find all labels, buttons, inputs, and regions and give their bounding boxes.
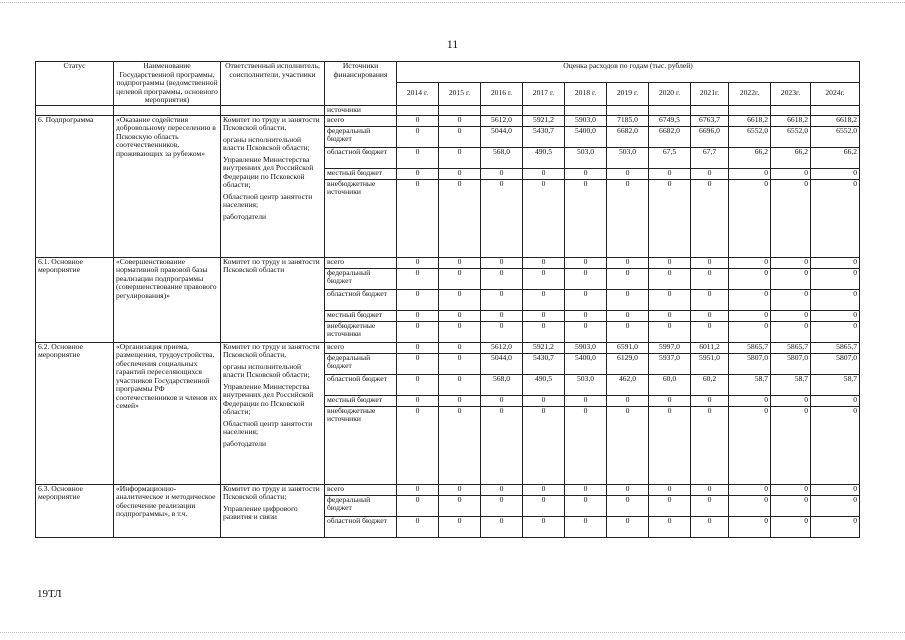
value-cell: 0 xyxy=(771,257,811,268)
value-cell: 503,0 xyxy=(565,374,607,395)
value-cell: 5400,0 xyxy=(565,353,607,374)
table-row xyxy=(36,115,860,126)
source-cell: областной бюджет xyxy=(325,289,397,310)
carry-over-row xyxy=(36,105,860,115)
executor-item: Управление Министерства внутренних дел Российской Федерации по Псковской области; xyxy=(223,381,314,416)
value-cell: 0 xyxy=(771,289,811,310)
value-cell: 5430,7 xyxy=(523,353,565,374)
value-cell: 0 xyxy=(729,268,771,289)
header-year: 2020 г. xyxy=(649,82,691,105)
value-cell: 0 xyxy=(729,516,771,537)
value-cell: 0 xyxy=(397,289,439,310)
value-cell: 462,0 xyxy=(607,374,649,395)
value-cell: 0 xyxy=(691,406,729,484)
value-cell: 0 xyxy=(565,484,607,495)
value-cell: 60,2 xyxy=(691,374,729,395)
value-cell: 0 xyxy=(691,289,729,310)
value-cell: 0 xyxy=(397,257,439,268)
value-cell: 0 xyxy=(729,168,771,179)
source-cell: внебюджетные источники xyxy=(325,406,397,484)
executor-item: работодатели xyxy=(223,211,267,221)
value-cell: 5612,0 xyxy=(481,115,523,126)
value-cell: 0 xyxy=(439,321,481,342)
executor-item: органы исполнительной власти Псковской области; xyxy=(223,134,310,152)
value-cell: 0 xyxy=(481,257,523,268)
value-cell: 5044,0 xyxy=(481,353,523,374)
empty-cell xyxy=(607,105,649,115)
header-year: 2019 г. xyxy=(607,82,649,105)
value-cell: 0 xyxy=(439,406,481,484)
program-name-cell: «Совершенствование нормативной правовой базы реализации подпрограммы (совершенствование правового регулирования)» xyxy=(114,257,221,342)
value-cell: 0 xyxy=(691,484,729,495)
table-row xyxy=(36,484,860,495)
source-cell: местный бюджет xyxy=(325,310,397,321)
value-cell: 58,7 xyxy=(811,374,860,395)
empty-cell xyxy=(36,105,114,115)
value-cell: 0 xyxy=(811,495,860,516)
value-cell: 0 xyxy=(481,516,523,537)
header-year: 2021г. xyxy=(691,82,729,105)
value-cell: 0 xyxy=(481,406,523,484)
value-cell: 67,7 xyxy=(691,147,729,168)
value-cell: 0 xyxy=(649,268,691,289)
empty-cell xyxy=(771,105,811,115)
program-name-cell: «Организация приема, размещения, трудоустройства, обеспечения социальных гарантий переселяющихся участников Государственной программы РФ соотечественников и членов их семей» xyxy=(114,342,221,484)
value-cell: 5903,0 xyxy=(565,342,607,353)
status-cell: 6.1. Основное мероприятие xyxy=(36,257,114,342)
scan-top-edge xyxy=(0,2,905,3)
value-cell: 0 xyxy=(811,257,860,268)
header-name: Наименование Государственной программы, подпрограммы (ведомственной целевой программы, основного мероприятия) xyxy=(114,62,221,106)
header-year: 2024г. xyxy=(811,82,860,105)
value-cell: 0 xyxy=(565,321,607,342)
empty-cell xyxy=(481,105,523,115)
value-cell: 0 xyxy=(439,495,481,516)
empty-cell xyxy=(811,105,860,115)
value-cell: 0 xyxy=(439,342,481,353)
value-cell: 6682,0 xyxy=(649,126,691,147)
value-cell: 0 xyxy=(481,289,523,310)
value-cell: 0 xyxy=(607,495,649,516)
value-cell: 6552,0 xyxy=(729,126,771,147)
value-cell: 0 xyxy=(397,516,439,537)
executor-item: Комитет по труду и занятости Псковской области, xyxy=(223,342,320,359)
value-cell: 6591,0 xyxy=(607,342,649,353)
empty-cell xyxy=(691,105,729,115)
header-year: 2018 г. xyxy=(565,82,607,105)
value-cell: 66,2 xyxy=(811,147,860,168)
value-cell: 0 xyxy=(523,268,565,289)
value-cell: 0 xyxy=(439,268,481,289)
table-row xyxy=(36,342,860,353)
source-cell: внебюджетные источники xyxy=(325,179,397,257)
value-cell: 0 xyxy=(397,484,439,495)
source-cell: областной бюджет xyxy=(325,147,397,168)
value-cell: 0 xyxy=(481,395,523,406)
value-cell: 0 xyxy=(607,516,649,537)
source-cell: федеральный бюджет xyxy=(325,495,397,516)
executor-item: Областной центр занятости населения; xyxy=(223,191,313,209)
value-cell: 0 xyxy=(523,406,565,484)
budget-table xyxy=(35,61,860,538)
value-cell: 0 xyxy=(771,495,811,516)
value-cell: 0 xyxy=(397,115,439,126)
value-cell: 5044,0 xyxy=(481,126,523,147)
value-cell: 58,7 xyxy=(729,374,771,395)
executor-item: Комитет по труду и занятости Псковской области, xyxy=(223,115,320,132)
value-cell: 568,0 xyxy=(481,374,523,395)
value-cell: 0 xyxy=(729,406,771,484)
header-year: 2016 г. xyxy=(481,82,523,105)
value-cell: 5865,7 xyxy=(771,342,811,353)
source-cell: областной бюджет xyxy=(325,516,397,537)
header-sources: Источники финансирования xyxy=(325,62,397,106)
value-cell: 0 xyxy=(771,168,811,179)
executor-cell xyxy=(221,484,325,537)
value-cell: 0 xyxy=(729,310,771,321)
executor-cell xyxy=(221,115,325,257)
header-year: 2023г. xyxy=(771,82,811,105)
value-cell: 490,5 xyxy=(523,374,565,395)
executor-item: Управление цифрового развития и связи xyxy=(223,503,298,521)
value-cell: 0 xyxy=(607,289,649,310)
value-cell: 5921,2 xyxy=(523,115,565,126)
value-cell: 0 xyxy=(565,289,607,310)
carry-over-source: источники xyxy=(325,105,397,115)
value-cell: 0 xyxy=(397,406,439,484)
executor-item: работодатели xyxy=(223,438,267,448)
value-cell: 0 xyxy=(565,310,607,321)
value-cell: 67,5 xyxy=(649,147,691,168)
source-cell: всего xyxy=(325,342,397,353)
value-cell: 0 xyxy=(481,495,523,516)
value-cell: 0 xyxy=(811,321,860,342)
value-cell: 0 xyxy=(439,484,481,495)
value-cell: 6129,0 xyxy=(607,353,649,374)
value-cell: 66,2 xyxy=(729,147,771,168)
value-cell: 0 xyxy=(397,395,439,406)
source-cell: федеральный бюджет xyxy=(325,268,397,289)
value-cell: 0 xyxy=(565,406,607,484)
status-cell: 6.3. Основное мероприятие xyxy=(36,484,114,537)
value-cell: 0 xyxy=(811,179,860,257)
value-cell: 0 xyxy=(397,374,439,395)
value-cell: 0 xyxy=(649,395,691,406)
value-cell: 0 xyxy=(397,321,439,342)
value-cell: 0 xyxy=(397,179,439,257)
value-cell: 0 xyxy=(397,353,439,374)
value-cell: 0 xyxy=(439,179,481,257)
value-cell: 0 xyxy=(811,516,860,537)
page-number: 11 xyxy=(446,37,459,51)
value-cell: 0 xyxy=(523,168,565,179)
empty-cell xyxy=(729,105,771,115)
value-cell: 0 xyxy=(691,495,729,516)
value-cell: 503,0 xyxy=(607,147,649,168)
value-cell: 0 xyxy=(481,268,523,289)
value-cell: 6552,0 xyxy=(811,126,860,147)
source-cell: местный бюджет xyxy=(325,168,397,179)
value-cell: 0 xyxy=(523,395,565,406)
value-cell: 0 xyxy=(649,406,691,484)
value-cell: 58,7 xyxy=(771,374,811,395)
empty-cell xyxy=(221,105,325,115)
value-cell: 5865,7 xyxy=(729,342,771,353)
value-cell: 0 xyxy=(607,179,649,257)
value-cell: 0 xyxy=(481,310,523,321)
empty-cell xyxy=(523,105,565,115)
value-cell: 0 xyxy=(565,395,607,406)
value-cell: 0 xyxy=(811,484,860,495)
executor-item: Управление Министерства внутренних дел Российской Федерации по Псковской области; xyxy=(223,154,314,189)
value-cell: 0 xyxy=(811,310,860,321)
value-cell: 568,0 xyxy=(481,147,523,168)
value-cell: 0 xyxy=(649,257,691,268)
executor-cell xyxy=(221,257,325,342)
value-cell: 0 xyxy=(729,321,771,342)
value-cell: 0 xyxy=(811,395,860,406)
executor-item: Областной центр занятости населения; xyxy=(223,418,313,436)
value-cell: 0 xyxy=(397,126,439,147)
value-cell: 0 xyxy=(481,168,523,179)
value-cell: 0 xyxy=(691,516,729,537)
value-cell: 0 xyxy=(523,484,565,495)
value-cell: 0 xyxy=(649,168,691,179)
value-cell: 5807,0 xyxy=(729,353,771,374)
value-cell: 0 xyxy=(565,516,607,537)
source-cell: внебюджетные источники xyxy=(325,321,397,342)
value-cell: 0 xyxy=(691,310,729,321)
value-cell: 5937,0 xyxy=(649,353,691,374)
value-cell: 0 xyxy=(771,406,811,484)
value-cell: 0 xyxy=(439,289,481,310)
value-cell: 0 xyxy=(439,374,481,395)
value-cell: 0 xyxy=(397,168,439,179)
value-cell: 0 xyxy=(729,495,771,516)
value-cell: 0 xyxy=(729,289,771,310)
source-cell: федеральный бюджет xyxy=(325,353,397,374)
value-cell: 0 xyxy=(607,168,649,179)
value-cell: 0 xyxy=(811,406,860,484)
value-cell: 0 xyxy=(439,353,481,374)
value-cell: 0 xyxy=(439,395,481,406)
value-cell: 0 xyxy=(607,484,649,495)
value-cell: 0 xyxy=(397,310,439,321)
value-cell: 0 xyxy=(691,395,729,406)
value-cell: 6618,2 xyxy=(729,115,771,126)
value-cell: 5400,0 xyxy=(565,126,607,147)
value-cell: 0 xyxy=(397,147,439,168)
value-cell: 5997,0 xyxy=(649,342,691,353)
value-cell: 0 xyxy=(523,495,565,516)
value-cell: 0 xyxy=(439,126,481,147)
value-cell: 0 xyxy=(439,147,481,168)
value-cell: 0 xyxy=(523,321,565,342)
value-cell: 0 xyxy=(649,289,691,310)
value-cell: 0 xyxy=(439,257,481,268)
value-cell: 0 xyxy=(397,268,439,289)
value-cell: 6696,0 xyxy=(691,126,729,147)
value-cell: 7185,0 xyxy=(607,115,649,126)
value-cell: 0 xyxy=(439,516,481,537)
value-cell: 0 xyxy=(771,310,811,321)
value-cell: 0 xyxy=(523,289,565,310)
footer-code: 19ТЛ xyxy=(37,588,62,600)
header-costs-title: Оценка расходов по годам (тыс. рублей) xyxy=(397,62,860,83)
value-cell: 0 xyxy=(607,321,649,342)
value-cell: 490,5 xyxy=(523,147,565,168)
value-cell: 0 xyxy=(691,179,729,257)
header-year: 2017 г. xyxy=(523,82,565,105)
value-cell: 0 xyxy=(729,395,771,406)
value-cell: 0 xyxy=(771,179,811,257)
value-cell: 6749,5 xyxy=(649,115,691,126)
value-cell: 0 xyxy=(439,168,481,179)
table-body xyxy=(36,105,860,537)
source-cell: местный бюджет xyxy=(325,395,397,406)
value-cell: 0 xyxy=(607,257,649,268)
value-cell: 5612,0 xyxy=(481,342,523,353)
value-cell: 0 xyxy=(523,257,565,268)
value-cell: 0 xyxy=(523,310,565,321)
empty-cell xyxy=(397,105,439,115)
status-cell: 6. Подпрограмма xyxy=(36,115,114,257)
value-cell: 0 xyxy=(771,321,811,342)
executor-cell xyxy=(221,342,325,484)
value-cell: 60,0 xyxy=(649,374,691,395)
source-cell: всего xyxy=(325,115,397,126)
value-cell: 0 xyxy=(565,495,607,516)
value-cell: 6682,0 xyxy=(607,126,649,147)
value-cell: 0 xyxy=(771,484,811,495)
value-cell: 0 xyxy=(691,257,729,268)
program-name-cell: «Информационно-аналитическое и методическое обеспечение реализации подпрограммы», в т.ч. xyxy=(114,484,221,537)
header-year: 2014 г. xyxy=(397,82,439,105)
value-cell: 0 xyxy=(565,168,607,179)
value-cell: 0 xyxy=(607,268,649,289)
source-cell: федеральный бюджет xyxy=(325,126,397,147)
executor-item: органы исполнительной власти Псковской области; xyxy=(223,361,310,379)
value-cell: 0 xyxy=(649,179,691,257)
value-cell: 0 xyxy=(649,321,691,342)
value-cell: 5865,7 xyxy=(811,342,860,353)
header-executor: Ответственный исполнитель, соисполнители, участники xyxy=(221,62,325,106)
value-cell: 66,2 xyxy=(771,147,811,168)
table-row xyxy=(36,257,860,268)
value-cell: 5807,0 xyxy=(811,353,860,374)
value-cell: 0 xyxy=(729,257,771,268)
value-cell: 0 xyxy=(649,516,691,537)
source-cell: всего xyxy=(325,484,397,495)
value-cell: 5903,0 xyxy=(565,115,607,126)
value-cell: 6763,7 xyxy=(691,115,729,126)
value-cell: 0 xyxy=(565,257,607,268)
value-cell: 0 xyxy=(771,268,811,289)
status-cell: 6.2. Основное мероприятие xyxy=(36,342,114,484)
empty-cell xyxy=(649,105,691,115)
value-cell: 0 xyxy=(771,395,811,406)
value-cell: 503,0 xyxy=(565,147,607,168)
value-cell: 0 xyxy=(481,321,523,342)
value-cell: 0 xyxy=(649,495,691,516)
value-cell: 5951,0 xyxy=(691,353,729,374)
value-cell: 0 xyxy=(481,179,523,257)
value-cell: 5921,2 xyxy=(523,342,565,353)
executor-item: Комитет по труду и занятости Псковской области; xyxy=(223,484,320,501)
empty-cell xyxy=(565,105,607,115)
value-cell: 0 xyxy=(811,168,860,179)
value-cell: 0 xyxy=(729,484,771,495)
value-cell: 0 xyxy=(439,310,481,321)
value-cell: 0 xyxy=(523,516,565,537)
program-name-cell: «Оказание содействия добровольному переселению в Псковскую область соотечественников, проживающих за рубежом» xyxy=(114,115,221,257)
header-year: 2015 г. xyxy=(439,82,481,105)
value-cell: 0 xyxy=(811,289,860,310)
value-cell: 0 xyxy=(649,484,691,495)
value-cell: 5807,0 xyxy=(771,353,811,374)
value-cell: 0 xyxy=(481,484,523,495)
value-cell: 0 xyxy=(397,342,439,353)
value-cell: 0 xyxy=(607,406,649,484)
value-cell: 0 xyxy=(771,516,811,537)
scan-bottom-edge xyxy=(0,632,905,633)
executor-item: Комитет по труду и занятости Псковской области xyxy=(223,257,320,274)
header-row xyxy=(36,62,860,83)
value-cell: 0 xyxy=(439,115,481,126)
value-cell: 0 xyxy=(691,168,729,179)
source-cell: всего xyxy=(325,257,397,268)
source-cell: областной бюджет xyxy=(325,374,397,395)
header-year: 2022г. xyxy=(729,82,771,105)
value-cell: 0 xyxy=(691,321,729,342)
value-cell: 0 xyxy=(691,268,729,289)
empty-cell xyxy=(114,105,221,115)
value-cell: 0 xyxy=(397,495,439,516)
value-cell: 6618,2 xyxy=(771,115,811,126)
empty-cell xyxy=(439,105,481,115)
value-cell: 0 xyxy=(607,395,649,406)
value-cell: 6552,0 xyxy=(771,126,811,147)
header-status: Статус xyxy=(36,62,114,106)
value-cell: 6011,2 xyxy=(691,342,729,353)
value-cell: 0 xyxy=(565,179,607,257)
value-cell: 0 xyxy=(523,179,565,257)
value-cell: 0 xyxy=(811,268,860,289)
value-cell: 0 xyxy=(607,310,649,321)
value-cell: 5430,7 xyxy=(523,126,565,147)
value-cell: 0 xyxy=(565,268,607,289)
value-cell: 0 xyxy=(729,179,771,257)
value-cell: 0 xyxy=(649,310,691,321)
value-cell: 6618,2 xyxy=(811,115,860,126)
